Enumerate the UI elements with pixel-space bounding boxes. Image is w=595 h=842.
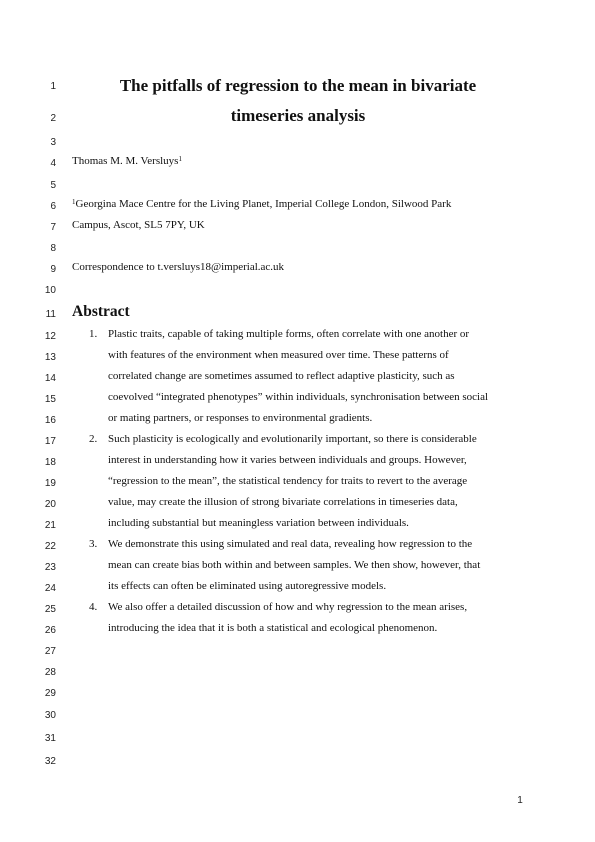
line-number: 4: [50, 158, 56, 169]
line-number: 7: [50, 222, 56, 233]
page-number: 1: [517, 795, 523, 806]
abstract-line: Such plasticity is ecologically and evolutionarily important, so there is considerable: [108, 433, 477, 445]
line-number: 26: [44, 625, 56, 636]
line-number: 19: [44, 478, 56, 489]
line-number: 30: [44, 710, 56, 721]
abstract-line: with features of the environment when measured over time. These patterns of: [108, 349, 449, 361]
paper-title-line-2: timeseries analysis: [230, 106, 366, 125]
list-marker: 1.: [89, 328, 98, 340]
line-number: 23: [44, 562, 56, 573]
line-number: 14: [44, 373, 56, 384]
line-number: 11: [45, 309, 56, 320]
line-number: 6: [50, 201, 56, 212]
line-number: 13: [44, 352, 56, 363]
line-number: 2: [50, 113, 56, 124]
abstract-line: mean can create bias both within and between samples. We then show, however, that: [108, 559, 481, 571]
abstract-line: introducing the idea that it is both a statistical and ecological phenomenon.: [108, 622, 438, 634]
abstract-line: coevolved “integrated phenotypes” within individuals, synchronisation between social: [108, 391, 489, 403]
abstract-line: “regression to the mean”, the statistical tendency for traits to revert to the average: [108, 475, 468, 487]
line-number: 16: [44, 415, 56, 426]
correspondence-line: Correspondence to t.versluys18@imperial.ac.uk: [72, 261, 285, 273]
line-number: 1: [50, 81, 56, 92]
line-number: 10: [44, 285, 56, 296]
line-number: 12: [44, 331, 56, 342]
line-number: 21: [44, 520, 56, 531]
author-name: Thomas M. M. Versluys: [72, 155, 179, 167]
line-number: 15: [44, 394, 56, 405]
abstract-line: We demonstrate this using simulated and real data, revealing how regression to the: [108, 538, 473, 550]
author-line: [72, 154, 182, 168]
line-number: 27: [44, 646, 56, 657]
line-number: 20: [44, 499, 56, 510]
line-number: 31: [44, 733, 56, 744]
line-number: 32: [44, 756, 56, 767]
affiliation-line-1: [72, 197, 451, 211]
abstract-line: value, may create the illusion of strong bivariate correlations in timeseries data,: [108, 496, 458, 508]
line-number: 22: [44, 541, 56, 552]
paper-title-line-1: The pitfalls of regression to the mean in bivariate: [119, 76, 477, 95]
line-number: 8: [50, 243, 56, 254]
author-affiliation-sup: 1: [178, 155, 182, 163]
line-number: 17: [44, 436, 56, 447]
line-number: 9: [50, 264, 56, 275]
line-number: 25: [44, 604, 56, 615]
abstract-heading: Abstract: [72, 303, 130, 320]
line-number: 28: [44, 667, 56, 678]
line-number: 18: [44, 457, 56, 468]
affiliation-line-2: Campus, Ascot, SL5 7PY, UK: [72, 219, 205, 231]
abstract-line: its effects can often be eliminated using autoregressive models.: [108, 580, 387, 592]
list-marker: 2.: [89, 433, 98, 445]
list-marker: 3.: [89, 538, 98, 550]
abstract-line: including substantial but meaningless variation between individuals.: [108, 517, 409, 529]
line-number: 5: [50, 180, 56, 191]
abstract-line: Plastic traits, capable of taking multiple forms, often correlate with one another or: [108, 328, 470, 340]
line-number: 29: [44, 688, 56, 699]
affiliation-sup: 1: [72, 198, 76, 206]
line-number: 3: [50, 137, 56, 148]
abstract-line: We also offer a detailed discussion of how and why regression to the mean arises,: [108, 601, 468, 613]
abstract-line: interest in understanding how it varies between individuals and groups. However,: [108, 454, 467, 466]
abstract-line: or mating partners, or responses to environmental gradients.: [108, 412, 373, 424]
affiliation-text-1: Georgina Mace Centre for the Living Planet, Imperial College London, Silwood Park: [75, 198, 452, 210]
list-marker: 4.: [89, 601, 98, 613]
line-number: 24: [44, 583, 56, 594]
abstract-line: correlated change are sometimes assumed to reflect adaptive plasticity, such as: [108, 370, 455, 382]
